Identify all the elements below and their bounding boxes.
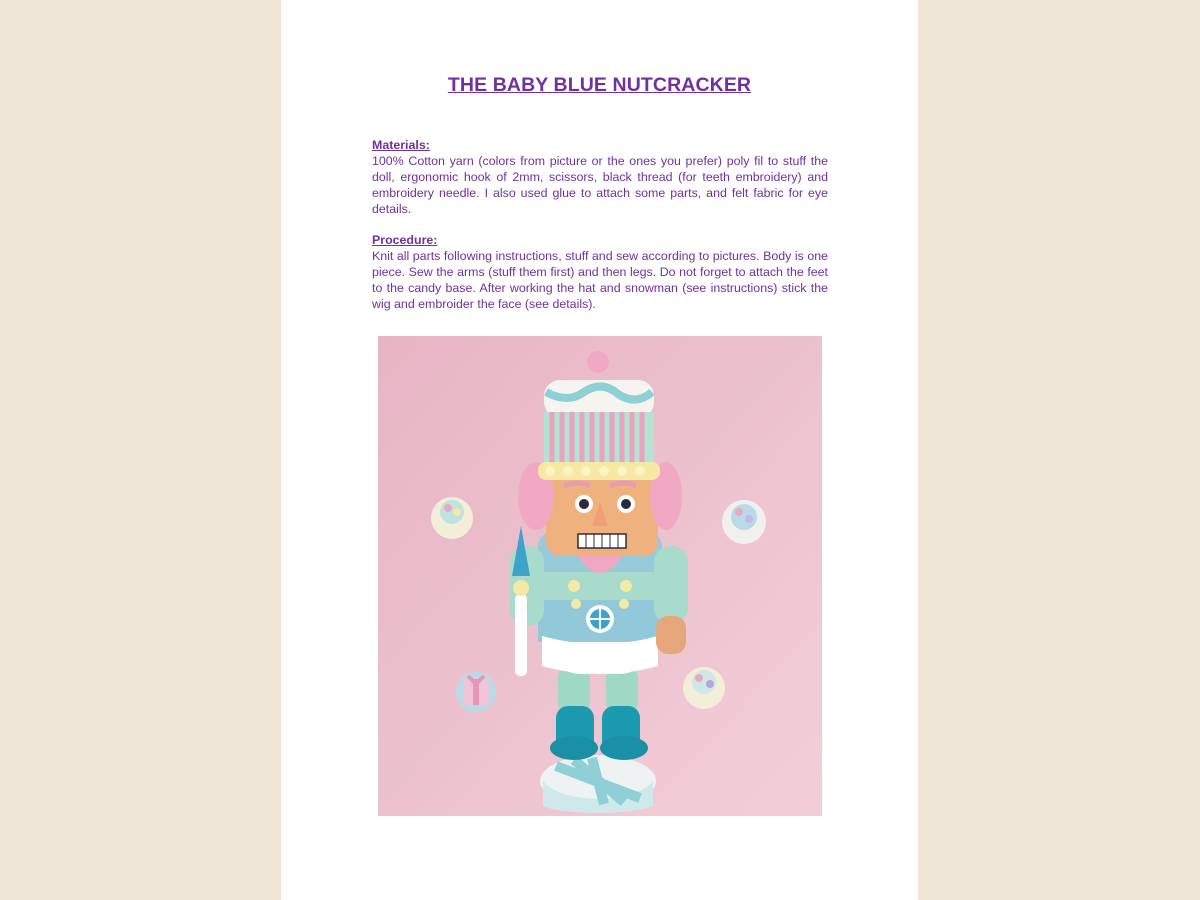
candy-base (540, 755, 656, 813)
cupcake-ornament-right-bottom (683, 667, 725, 709)
nutcracker-photo (378, 336, 822, 816)
document-title: THE BABY BLUE NUTCRACKER (447, 74, 752, 96)
cupcake-ornament-right (722, 500, 766, 544)
gift-ornament-left (456, 672, 496, 712)
materials-heading: Materials: (372, 138, 430, 152)
procedure-heading: Procedure: (372, 233, 438, 247)
procedure-section (372, 232, 828, 312)
document-page (281, 0, 918, 900)
materials-text: 100% Cotton yarn (colors from picture or the ones you prefer) poly fil to stuff the doll, ergonomic hook of 2mm, scissors, black thread (for teeth embroidery) and embroidery needle. I also used glue to attach some parts, and felt fabric for eye details. (372, 154, 828, 216)
materials-section (372, 137, 828, 217)
procedure-text: Knit all parts following instructions, stuff and sew according to pictures. Body is one piece. Sew the arms (stuff them first) and then legs. Do not forget to attach the feet to the candy base. After working the hat and snowman (see instructions) stick the wig and embroider the face (see details). (372, 249, 828, 311)
cupcake-ornament-left (431, 497, 473, 539)
